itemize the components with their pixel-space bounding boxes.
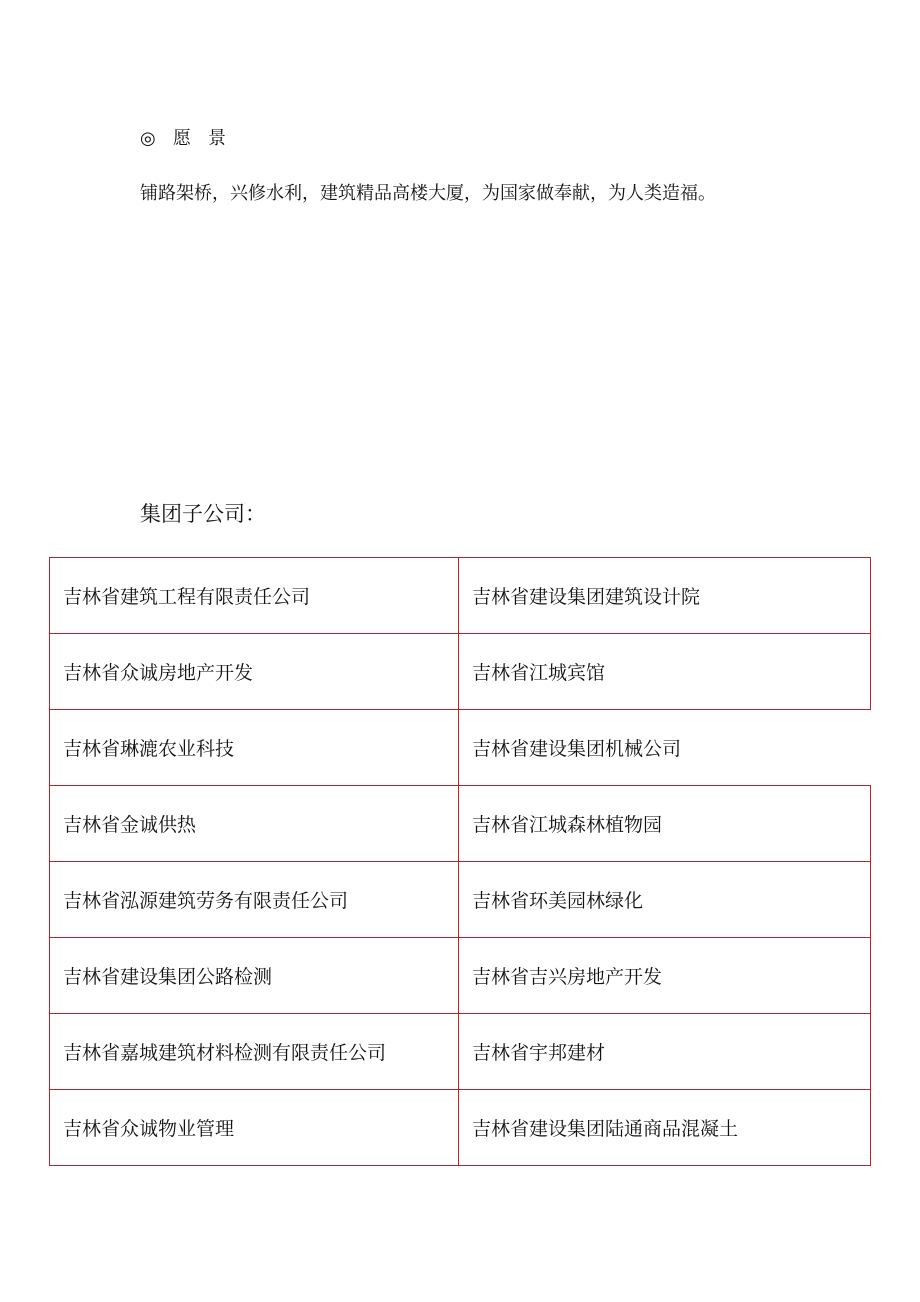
vision-heading: ◎ 愿 景 (140, 128, 227, 149)
table-row (50, 938, 871, 1014)
table-cell-right: 吉林省江城宾馆 (459, 634, 871, 710)
table-cell-left: 吉林省建设集团公路检测 (50, 938, 459, 1014)
table-cell-left: 吉林省建筑工程有限责任公司 (50, 558, 459, 634)
table-cell-right: 吉林省建设集团陆通商品混凝土 (459, 1090, 871, 1166)
table-cell-right: 吉林省宇邦建材 (459, 1014, 871, 1090)
table-row (50, 862, 871, 938)
table-cell-left: 吉林省金诚供热 (50, 786, 459, 862)
table-row (50, 710, 871, 786)
table-row (50, 1014, 871, 1090)
table-cell-left: 吉林省众诚房地产开发 (50, 634, 459, 710)
table-cell-left: 吉林省琳漉农业科技 (50, 710, 459, 786)
table-cell-left: 吉林省泓源建筑劳务有限责任公司 (50, 862, 459, 938)
subsidiary-table (49, 557, 871, 1166)
table-cell-right: 吉林省环美园林绿化 (459, 862, 871, 938)
vision-text: 铺路架桥，兴修水利，建筑精品高楼大厦，为国家做奉献，为人类造福。 (140, 183, 716, 204)
table-row (50, 786, 871, 862)
table-cell-left: 吉林省嘉城建筑材料检测有限责任公司 (50, 1014, 459, 1090)
table-cell-right: 吉林省江城森林植物园 (459, 786, 871, 862)
table-cell-right: 吉林省建设集团机械公司 (459, 710, 871, 786)
subsidiary-title: 集团子公司： (140, 502, 266, 526)
table-cell-left: 吉林省众诚物业管理 (50, 1090, 459, 1166)
table-row (50, 634, 871, 710)
table-cell-right: 吉林省吉兴房地产开发 (459, 938, 871, 1014)
table-row (50, 558, 871, 634)
table-row (50, 1090, 871, 1166)
table-cell-right: 吉林省建设集团建筑设计院 (459, 558, 871, 634)
